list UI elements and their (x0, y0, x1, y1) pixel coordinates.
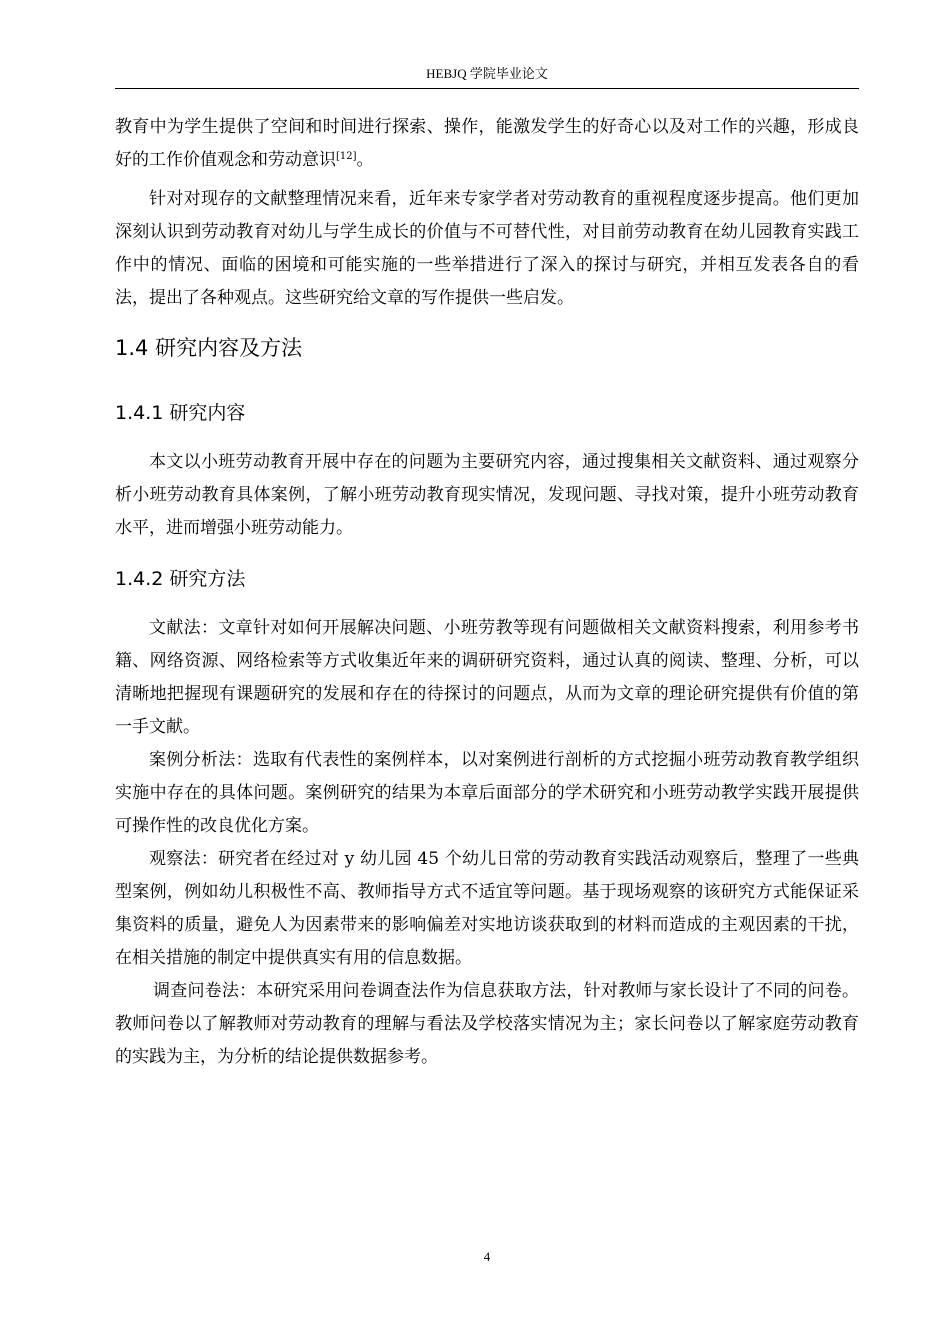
paragraph-text: 教育中为学生提供了空间和时间进行探索、操作，能激发学生的好奇心以及对工作的兴趣，形成良好的工作价值观念和劳动意识 (115, 117, 859, 170)
header-rule (115, 88, 859, 89)
page-body (115, 111, 859, 1074)
paragraph-literature-summary: 针对对现存的文献整理情况来看，近年来专家学者对劳动教育的重视程度逐步提高。他们更加深刻认识到劳动教育对幼儿与学生成长的价值与不可替代性，对目前劳动教育在幼儿园教育实践工作中的情况、面临的困境和可能实施的一些举措进行了深入的探讨与研究，并相互发表各自的看法，提出了各种观点。这些研究给文章的写作提供一些启发。 (115, 189, 859, 308)
paragraph-research-content: 本文以小班劳动教育开展中存在的问题为主要研究内容，通过搜集相关文献资料、通过观察分析小班劳动教育具体案例，了解小班劳动教育现实情况，发现问题、寻找对策，提升小班劳动教育水平，进而增强小班劳动能力。 (115, 452, 859, 538)
paragraph-end-punct: 。 (356, 150, 374, 170)
method-observation: 观察法：研究者在经过对 y 幼儿园 45 个幼儿日常的劳动教育实践活动观察后，整理了一些典型案例，例如幼儿积极性不高、教师指导方式不适宜等问题。基于现场观察的该研究方式能保证采集资料的质量，避免人为因素带来的影响偏差对实地访谈获取到的材料而造成的主观因素的干扰，在相关措施的制定中提供真实有用的信息数据。 (115, 849, 859, 968)
subsection-heading-1-4-2: 1.4.2 研究方法 (115, 568, 246, 590)
paragraph-continuation (115, 111, 859, 177)
citation-marker: [12] (336, 151, 357, 162)
section-heading-1-4: 1.4 研究内容及方法 (115, 336, 303, 360)
method-literature: 文献法：文章针对如何开展解决问题、小班劳教等现有问题做相关文献资料搜索，利用参考书籍、网络资源、网络检索等方式收集近年来的调研研究资料，通过认真的阅读、整理、分析，可以清晰地把握现有课题研究的发展和存在的待探讨的问题点，从而为文章的理论研究提供有价值的第一手文献。 (115, 618, 859, 737)
method-questionnaire: 调查问卷法：本研究采用问卷调查法作为信息获取方法，针对教师与家长设计了不同的问卷。教师问卷以了解教师对劳动教育的理解与看法及学校落实情况为主；家长问卷以了解家庭劳动教育的实践为主，为分析的结论提供数据参考。 (115, 981, 859, 1067)
method-case-analysis: 案例分析法：选取有代表性的案例样本，以对案例进行剖析的方式挖掘小班劳动教育教学组织实施中存在的具体问题。案例研究的结果为本章后面部分的学术研究和小班劳动教学实践开展提供可操作性的改良优化方案。 (115, 750, 859, 836)
subsection-heading-1-4-1: 1.4.1 研究内容 (115, 402, 246, 424)
running-header: HEBJQ 学院毕业论文 (426, 66, 548, 81)
page-number: 4 (483, 1249, 491, 1264)
